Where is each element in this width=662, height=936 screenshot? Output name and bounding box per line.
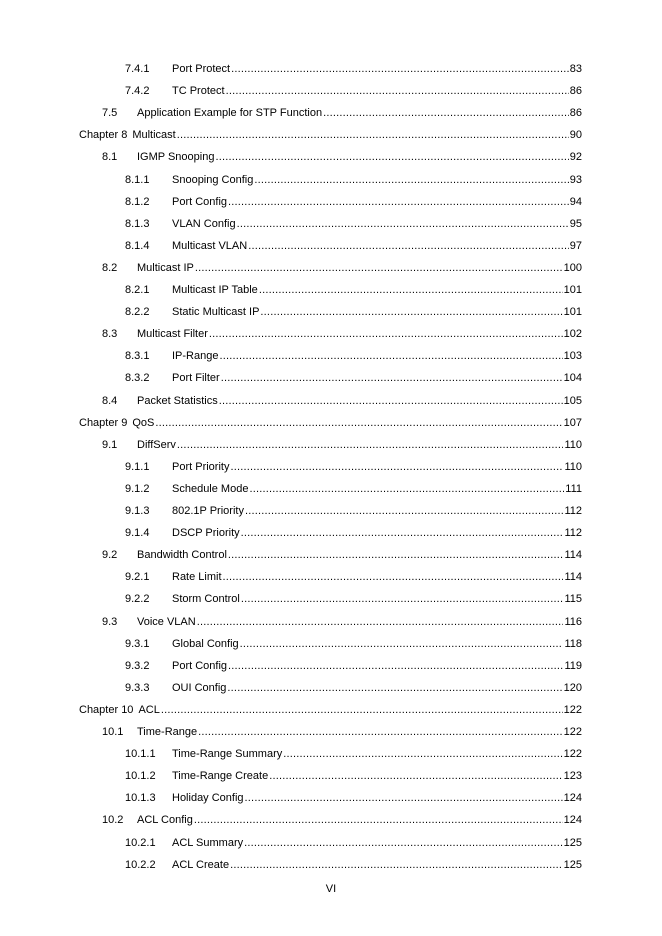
toc-entry-page: 119 bbox=[564, 659, 582, 672]
toc-entry-page: 104 bbox=[563, 372, 582, 385]
toc-entry[interactable] bbox=[102, 394, 582, 408]
toc-entry-number: 8.2 bbox=[102, 261, 118, 274]
toc-entry-number: 9.3.3 bbox=[125, 681, 150, 694]
dot-leader bbox=[177, 128, 569, 142]
toc-entry-title: Schedule Mode bbox=[172, 482, 249, 495]
toc-entry[interactable] bbox=[102, 725, 582, 739]
dot-leader bbox=[194, 813, 563, 827]
toc-entry-number: 8.4 bbox=[102, 394, 118, 407]
toc-entry-page: 86 bbox=[569, 85, 582, 98]
toc-entry[interactable] bbox=[125, 570, 582, 584]
toc-entry-page: 107 bbox=[563, 416, 582, 429]
toc-entry-page: 95 bbox=[569, 217, 582, 230]
toc-entry-page: 112 bbox=[564, 505, 582, 517]
toc-entry-number: 10.1.3 bbox=[125, 792, 156, 805]
toc-entry-title: Time-Range bbox=[137, 726, 198, 738]
toc-entry[interactable] bbox=[125, 195, 582, 209]
toc-entry[interactable] bbox=[125, 592, 582, 606]
toc-entry-page: 118 bbox=[564, 637, 582, 650]
toc-entry-number: 9.1.1 bbox=[125, 460, 150, 473]
dot-leader bbox=[240, 637, 564, 651]
dot-leader bbox=[177, 438, 564, 452]
dot-leader bbox=[228, 195, 569, 209]
toc-entry[interactable] bbox=[102, 615, 582, 629]
toc-entry-page: 111 bbox=[565, 482, 582, 495]
dot-leader bbox=[223, 570, 564, 584]
dot-leader bbox=[323, 106, 569, 120]
toc-entry-page: 94 bbox=[569, 195, 582, 208]
toc-entry-title: Port Config bbox=[172, 659, 228, 672]
dot-leader bbox=[241, 592, 564, 606]
toc-entry-title: OUI Config bbox=[172, 681, 227, 694]
toc-entry-title: IP-Range bbox=[172, 350, 219, 363]
dot-leader bbox=[237, 217, 569, 231]
toc-entry-title: VLAN Config bbox=[172, 217, 236, 230]
toc-entry-number: 8.1.1 bbox=[125, 173, 150, 186]
dot-leader bbox=[197, 615, 564, 629]
toc-entry-title: Snooping Config bbox=[172, 173, 254, 186]
toc-entry[interactable] bbox=[125, 305, 582, 319]
dot-leader bbox=[254, 173, 568, 187]
dot-leader bbox=[259, 283, 563, 297]
toc-entry[interactable] bbox=[79, 128, 582, 142]
toc-entry[interactable] bbox=[125, 217, 582, 231]
toc-entry[interactable] bbox=[125, 526, 582, 540]
toc-entry-number: 8.3.2 bbox=[125, 372, 150, 385]
toc-entry[interactable] bbox=[125, 283, 582, 297]
toc-entry-title: Multicast Filter bbox=[137, 328, 208, 341]
toc-entry-number: 8.3.1 bbox=[125, 350, 150, 363]
toc-entry[interactable] bbox=[79, 416, 582, 430]
toc-entry-title: Port Filter bbox=[172, 372, 220, 385]
dot-leader bbox=[241, 526, 564, 540]
toc-entry-title: Holiday Config bbox=[172, 792, 244, 805]
toc-entry-page: 120 bbox=[563, 681, 582, 694]
toc-entry[interactable] bbox=[125, 791, 582, 805]
toc-entry-number: 9.1.4 bbox=[125, 527, 150, 540]
toc-entry-title: Multicast VLAN bbox=[172, 239, 248, 252]
dot-leader bbox=[245, 504, 564, 518]
toc-entry-title: Bandwidth Control bbox=[137, 549, 227, 562]
toc-entry-page: 101 bbox=[563, 284, 582, 296]
toc-entry[interactable] bbox=[125, 460, 582, 474]
toc-entry-page: 125 bbox=[563, 858, 582, 871]
toc-entry[interactable] bbox=[102, 813, 582, 827]
toc-entry[interactable] bbox=[125, 747, 582, 761]
toc-entry-page: 101 bbox=[563, 306, 582, 319]
toc-entry-number: 7.4.1 bbox=[125, 63, 150, 75]
toc-entry-page: 112 bbox=[564, 527, 582, 540]
page-number: VI bbox=[325, 883, 337, 895]
toc-entry-page: 114 bbox=[564, 571, 582, 584]
toc-entry-number: 9.3.2 bbox=[125, 659, 150, 672]
toc-entry-number: 9.2.2 bbox=[125, 593, 150, 606]
toc-entry[interactable] bbox=[125, 173, 582, 187]
dot-leader bbox=[260, 305, 562, 319]
toc-entry[interactable] bbox=[125, 504, 582, 518]
toc-entry-title: Static Multicast IP bbox=[172, 306, 260, 319]
toc-entry-page: 103 bbox=[563, 350, 582, 363]
dot-leader bbox=[215, 150, 568, 164]
toc-entry-title: Time-Range Summary bbox=[172, 748, 283, 761]
toc-entry-page: 124 bbox=[563, 814, 582, 827]
toc-entry[interactable] bbox=[79, 703, 582, 717]
toc-entry-page: 122 bbox=[563, 726, 582, 738]
toc-entry[interactable] bbox=[125, 62, 582, 76]
toc-entry-number: 8.3 bbox=[102, 328, 118, 341]
toc-entry-number: 9.1 bbox=[102, 438, 118, 451]
toc-entry-number: 9.2 bbox=[102, 549, 118, 562]
toc-entry[interactable] bbox=[125, 482, 582, 496]
dot-leader bbox=[245, 791, 563, 805]
toc-entry-title: Packet Statistics bbox=[137, 394, 218, 407]
toc-entry-title: IGMP Snooping bbox=[137, 151, 215, 164]
toc-entry[interactable] bbox=[102, 261, 582, 275]
toc-entry-number: 7.5 bbox=[102, 107, 118, 120]
toc-entry-number: 10.1.1 bbox=[125, 748, 156, 761]
toc-entry-title: ACL Create bbox=[172, 858, 230, 871]
dot-leader bbox=[230, 858, 563, 872]
toc-entry-page: 122 bbox=[563, 748, 582, 761]
toc-entry[interactable] bbox=[125, 349, 582, 363]
toc-entry-page: 124 bbox=[563, 792, 582, 805]
toc-entry-number: 9.1.2 bbox=[125, 482, 150, 495]
toc-entry-number: 7.4.2 bbox=[125, 85, 150, 98]
dot-leader bbox=[195, 261, 563, 275]
toc-entry-page: 116 bbox=[564, 615, 582, 628]
toc-entry-page: 102 bbox=[563, 328, 582, 341]
toc-entry-title: DSCP Priority bbox=[172, 527, 240, 540]
toc-entry[interactable] bbox=[125, 239, 582, 253]
toc-entry-number: 10.2.1 bbox=[125, 836, 156, 849]
toc-entry-title: 802.1P Priority bbox=[172, 505, 244, 517]
toc-entry[interactable] bbox=[102, 106, 582, 120]
toc-entry-title: ACL Summary bbox=[172, 836, 244, 849]
toc-entry[interactable] bbox=[102, 438, 582, 452]
toc-entry-number: 8.1.4 bbox=[125, 239, 150, 252]
toc-entry-page: 114 bbox=[564, 549, 582, 562]
toc-entry-title: TC Protect bbox=[172, 85, 225, 98]
toc-entry-number: 9.3.1 bbox=[125, 637, 150, 650]
toc-entry-number: Chapter 9 bbox=[79, 416, 128, 429]
toc-entry-page: 97 bbox=[569, 239, 582, 252]
toc-entry-number: 10.1.2 bbox=[125, 770, 156, 783]
toc-entry-title: Port Config bbox=[172, 195, 228, 208]
toc-entry-title: DiffServ bbox=[137, 438, 176, 451]
toc-entry-page: 105 bbox=[563, 394, 582, 407]
toc-entry-number: 10.2.2 bbox=[125, 858, 156, 871]
toc-entry[interactable] bbox=[102, 150, 582, 164]
toc-entry-page: 90 bbox=[569, 129, 582, 142]
toc-entry-page: 93 bbox=[569, 173, 582, 186]
dot-leader bbox=[231, 62, 569, 76]
toc-entry-title: ACL Config bbox=[137, 814, 193, 827]
toc-entry[interactable] bbox=[125, 681, 582, 695]
toc-entry-number: Chapter 10 bbox=[79, 703, 134, 716]
dot-leader bbox=[161, 703, 563, 717]
toc-entry[interactable] bbox=[102, 548, 582, 562]
toc-entry-page: 92 bbox=[569, 151, 582, 164]
toc-entry-number: 10.2 bbox=[102, 814, 124, 827]
toc-entry-title: Multicast IP Table bbox=[172, 284, 258, 296]
toc-entry-number: Chapter 8 bbox=[79, 129, 128, 142]
toc-entry-number: 8.1.2 bbox=[125, 195, 150, 208]
dot-leader bbox=[209, 327, 563, 341]
toc-entry-page: 83 bbox=[569, 63, 582, 75]
toc-entry-title: Port Priority bbox=[172, 460, 230, 473]
toc-entry[interactable] bbox=[125, 769, 582, 783]
toc-entry-page: 122 bbox=[563, 703, 582, 716]
toc-entry-title: Port Protect bbox=[172, 63, 231, 75]
toc-entry-number: 9.3 bbox=[102, 615, 118, 628]
toc-entry-title: Multicast bbox=[132, 129, 176, 142]
toc-entry-title: Storm Control bbox=[172, 593, 240, 606]
toc-entry-title: Voice VLAN bbox=[137, 615, 196, 628]
toc-entry-title: Rate Limit bbox=[172, 571, 222, 584]
toc-entry-title: ACL bbox=[138, 703, 160, 716]
toc-entry-number: 8.2.2 bbox=[125, 306, 150, 319]
toc-entry-title: Multicast IP bbox=[137, 261, 194, 274]
toc-entry[interactable] bbox=[125, 84, 582, 98]
toc-entry[interactable] bbox=[125, 836, 582, 850]
dot-leader bbox=[155, 416, 562, 430]
toc-entry-number: 9.2.1 bbox=[125, 571, 150, 584]
toc-entry[interactable] bbox=[125, 637, 582, 651]
dot-leader bbox=[226, 84, 569, 98]
dot-leader bbox=[219, 394, 563, 408]
dot-leader bbox=[228, 659, 563, 673]
toc-entry-page: 110 bbox=[564, 438, 582, 451]
toc-entry-number: 8.1.3 bbox=[125, 217, 150, 230]
toc-entry-title: Global Config bbox=[172, 637, 239, 650]
toc-entry-title: Application Example for STP Function bbox=[137, 107, 323, 120]
dot-leader bbox=[221, 371, 563, 385]
dot-leader bbox=[249, 482, 564, 496]
toc-entry[interactable] bbox=[125, 371, 582, 385]
dot-leader bbox=[248, 239, 569, 253]
toc-entry-title: QoS bbox=[132, 416, 155, 429]
toc-entry[interactable] bbox=[102, 327, 582, 341]
toc-entry-page: 123 bbox=[563, 770, 582, 783]
toc-entry-page: 110 bbox=[564, 460, 582, 473]
dot-leader bbox=[198, 725, 563, 739]
toc-entry-page: 86 bbox=[569, 107, 582, 120]
toc-entry-number: 8.1 bbox=[102, 151, 118, 164]
toc-entry-page: 125 bbox=[563, 836, 582, 849]
toc-entry-number: 10.1 bbox=[102, 726, 124, 738]
dot-leader bbox=[269, 769, 562, 783]
dot-leader bbox=[283, 747, 562, 761]
toc-entry[interactable] bbox=[125, 858, 582, 872]
dot-leader bbox=[227, 681, 562, 695]
toc-entry-number: 9.1.3 bbox=[125, 505, 150, 517]
toc-entry[interactable] bbox=[125, 659, 582, 673]
toc-entry-title: Time-Range Create bbox=[172, 770, 269, 783]
toc-entry-number: 8.2.1 bbox=[125, 284, 150, 296]
dot-leader bbox=[230, 460, 563, 474]
toc-entry-page: 100 bbox=[563, 261, 582, 274]
toc-entry-page: 115 bbox=[564, 593, 582, 606]
dot-leader bbox=[219, 349, 562, 363]
dot-leader bbox=[228, 548, 564, 562]
dot-leader bbox=[244, 836, 563, 850]
